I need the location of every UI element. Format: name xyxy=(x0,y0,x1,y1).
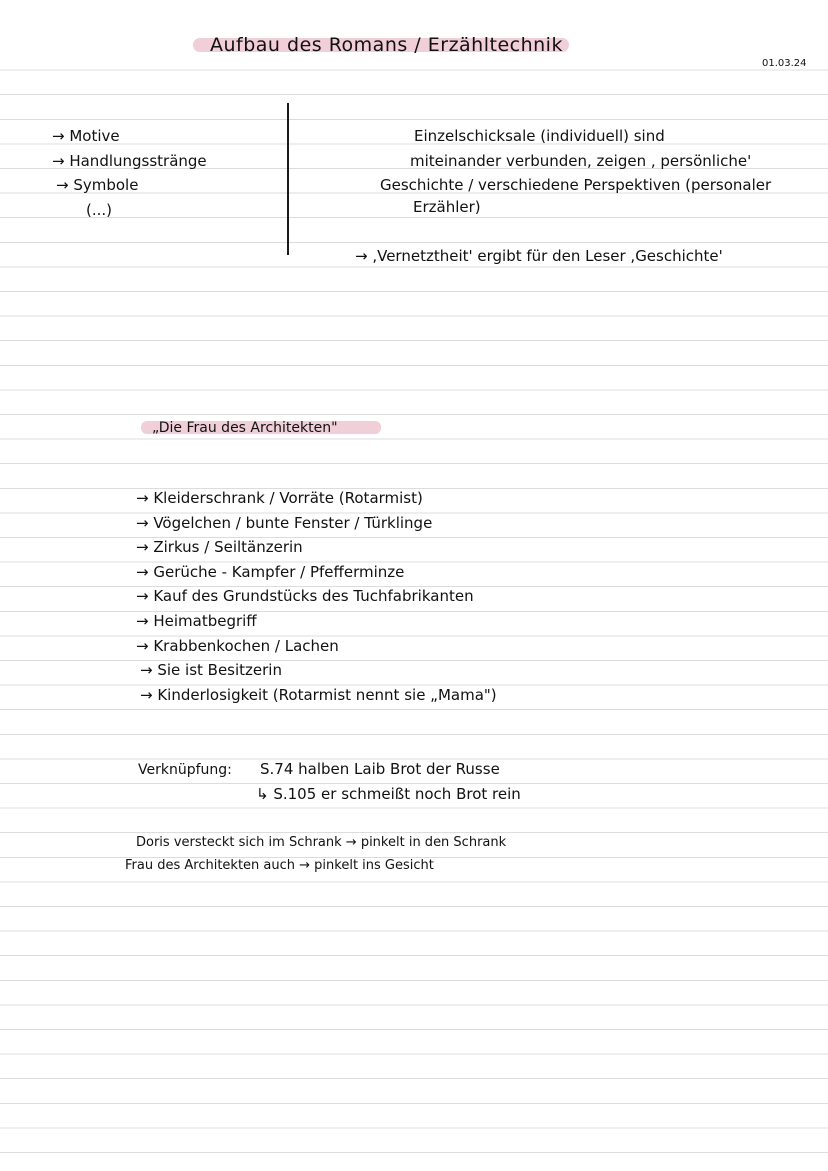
column-divider xyxy=(287,103,289,255)
note-line: Doris versteckt sich im Schrank → pinkelt in den Schrank xyxy=(136,835,507,850)
list-item: → Zirkus / Seiltänzerin xyxy=(136,538,303,557)
list-item: (...) xyxy=(86,200,113,219)
list-item: → Sie ist Besitzerin xyxy=(140,661,282,680)
link-line: S.74 halben Laib Brot der Russe xyxy=(260,760,500,778)
left-keyword-list xyxy=(52,126,207,224)
link-line: ↳ S.105 er schmeißt noch Brot rein xyxy=(256,785,521,803)
right-text-line: Einzelschicksale (individuell) sind xyxy=(414,127,665,145)
page-title: Aufbau des Romans / Erzähltechnik xyxy=(210,34,563,56)
section-title: „Die Frau des Architekten" xyxy=(152,420,338,436)
right-text-line: miteinander verbunden, zeigen , persönliche' xyxy=(410,152,752,170)
list-item: → Gerüche - Kampfer / Pfefferminze xyxy=(136,562,405,581)
list-item: → Motive xyxy=(52,127,120,145)
link-label: Verknüpfung: xyxy=(138,762,232,778)
list-item: → Krabbenkochen / Lachen xyxy=(136,636,339,655)
section-item-list xyxy=(136,488,497,709)
note-line: Frau des Architekten auch → pinkelt ins Gesicht xyxy=(125,858,434,873)
list-item: → Kinderlosigkeit (Rotarmist nennt sie „Mama") xyxy=(140,685,497,704)
page-date: 01.03.24 xyxy=(762,58,807,69)
right-conclusion: → ,Vernetztheit' ergibt für den Leser ,Geschichte' xyxy=(355,247,723,265)
right-text-line: Erzähler) xyxy=(413,198,481,216)
list-item: → Heimatbegriff xyxy=(136,611,257,630)
right-text-line: Geschichte / verschiedene Perspektiven (personaler xyxy=(380,176,772,194)
list-item: → Vögelchen / bunte Fenster / Türklinge xyxy=(136,513,433,532)
list-item: → Symbole xyxy=(56,176,139,194)
list-item: → Kauf des Grundstücks des Tuchfabrikanten xyxy=(136,587,474,606)
list-item: → Handlungsstränge xyxy=(52,151,207,170)
list-item: → Kleiderschrank / Vorräte (Rotarmist) xyxy=(136,489,423,507)
